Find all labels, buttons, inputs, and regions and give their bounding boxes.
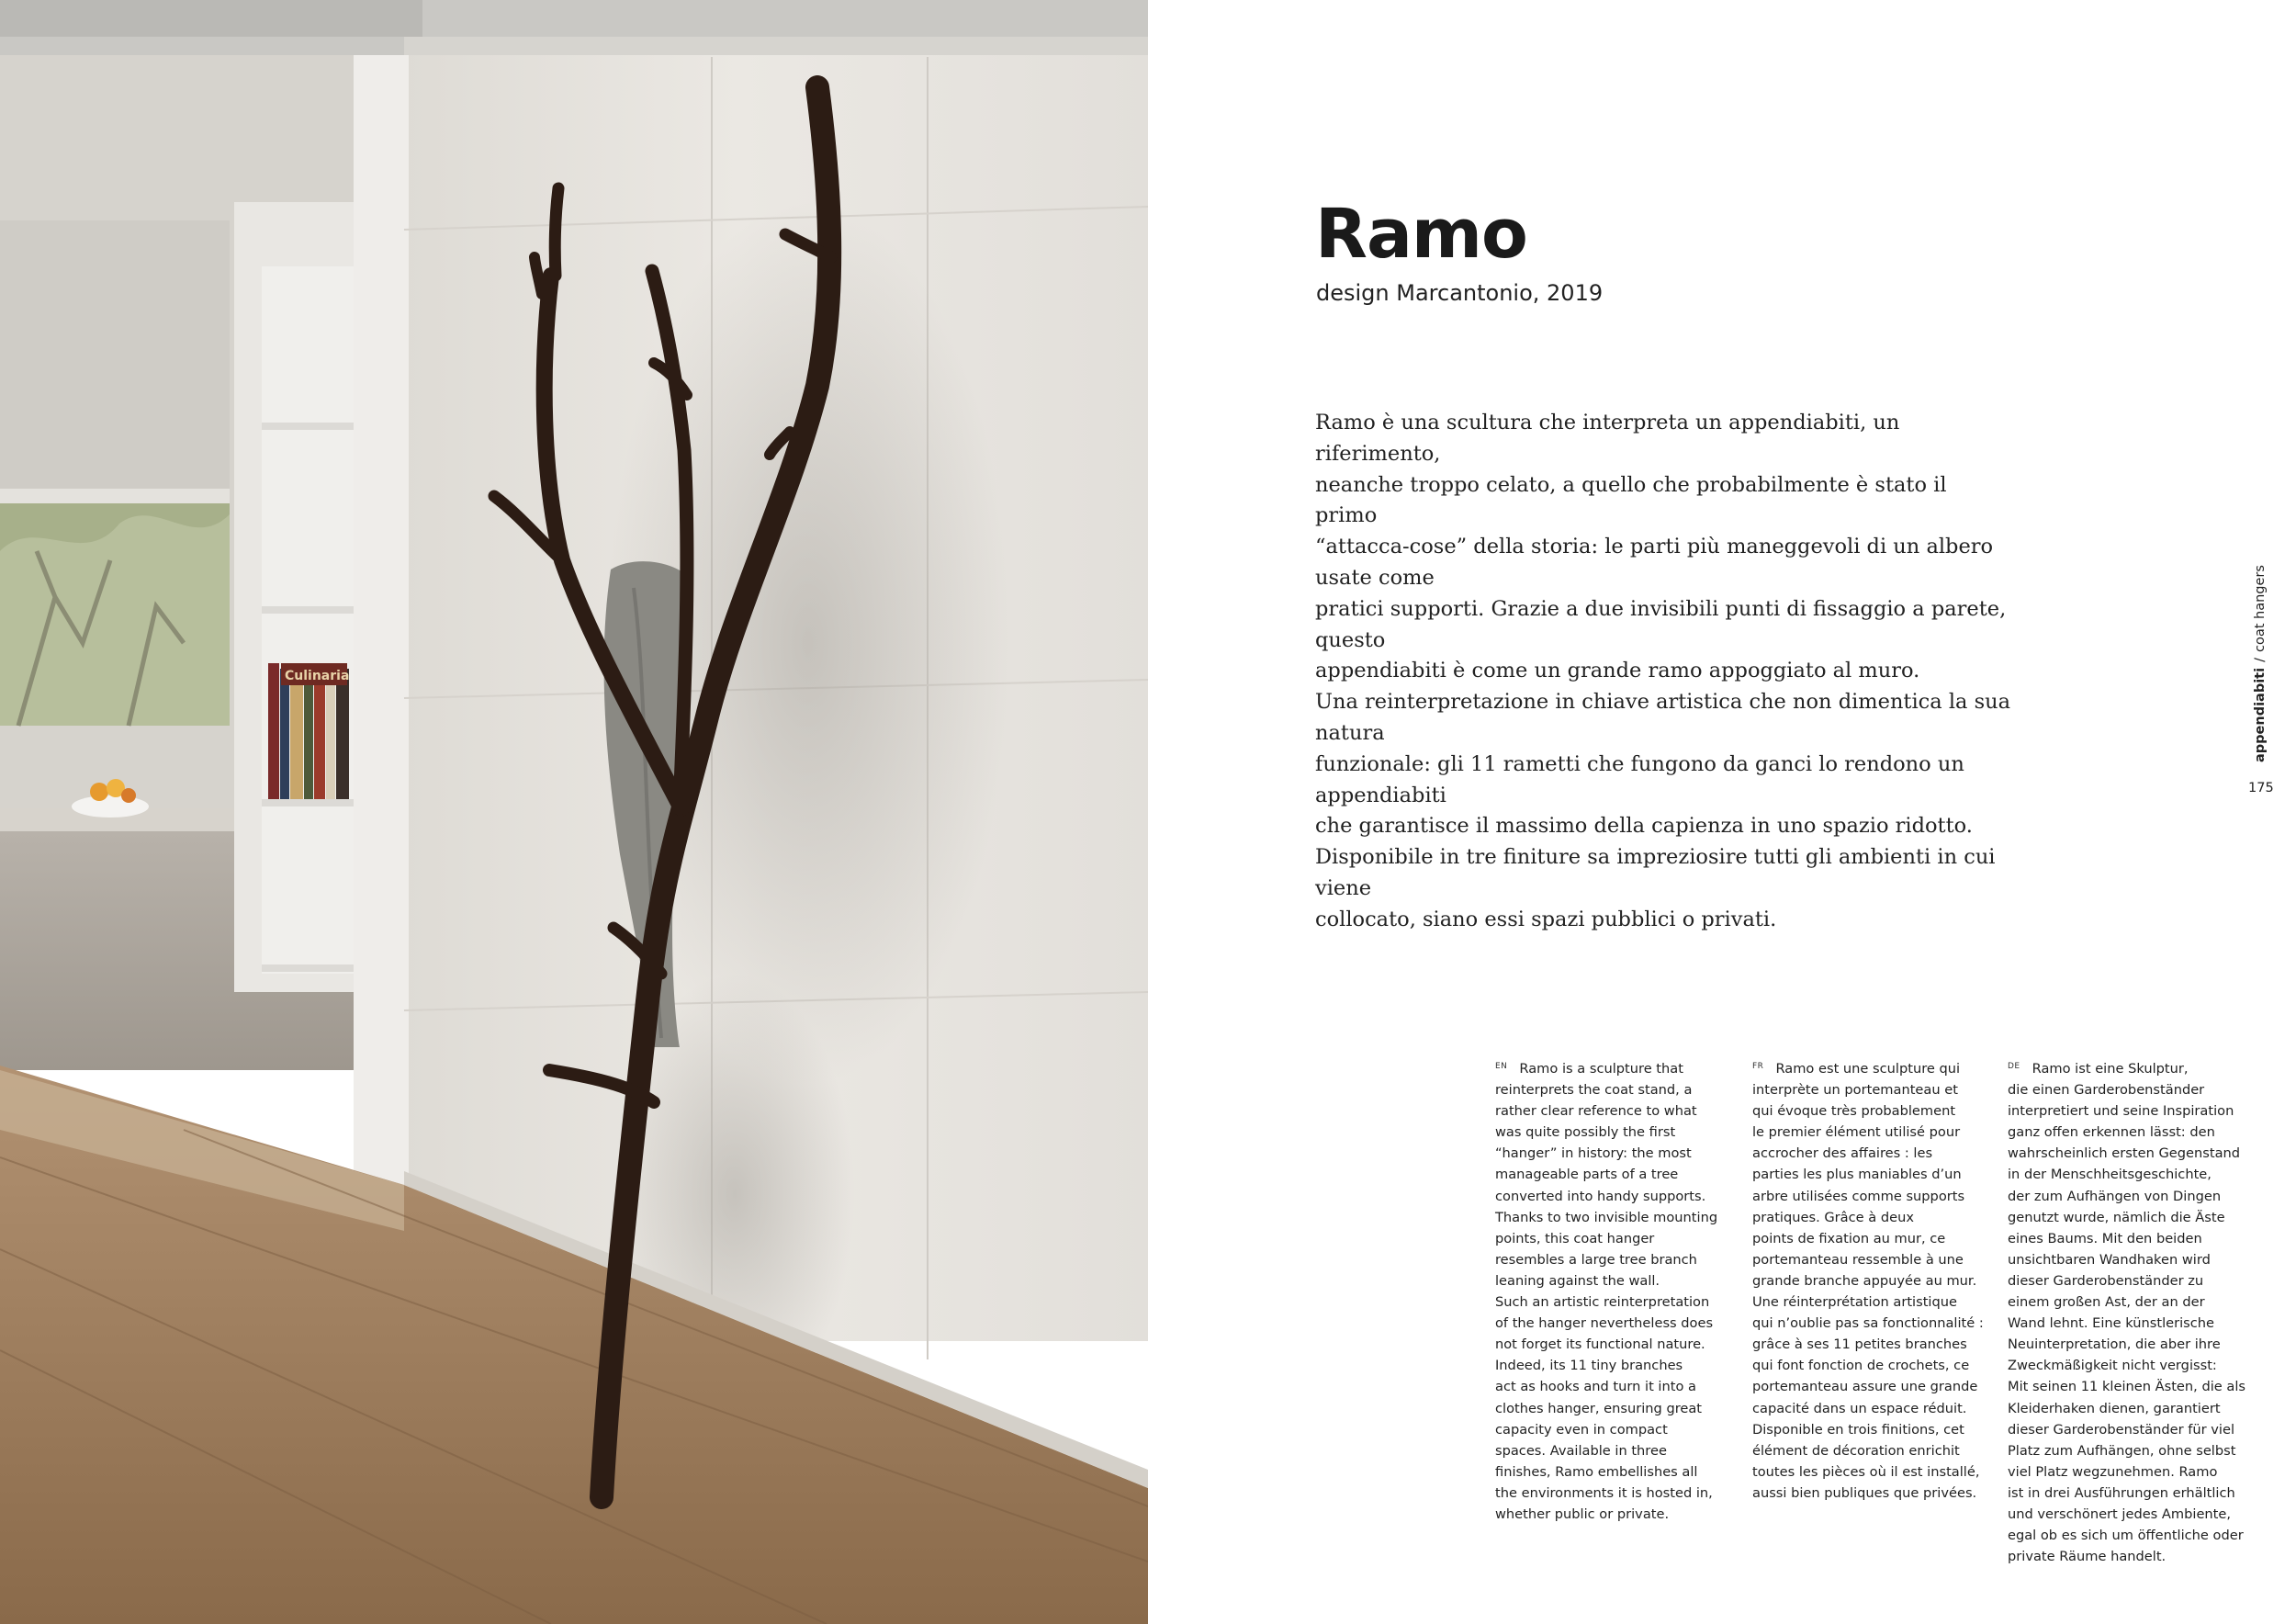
description-line: Ramo ist eine Skulptur, — [2032, 1061, 2189, 1077]
description-line: dieser Garderobenständer für viel — [2008, 1421, 2235, 1438]
description-line: was quite possibly the first — [1495, 1124, 1676, 1141]
description-line: funzionale: gli 11 rametti che fungono da ganci lo rendono un appendiabiti — [1315, 751, 1964, 807]
description-line: Wand lehnt. Eine künstlerische — [2008, 1315, 2215, 1332]
description-line: resembles a large tree branch — [1495, 1251, 1697, 1268]
section-category-en: coat hangers — [2253, 565, 2268, 653]
description-line: collocato, siano essi spazi pubblici o privati. — [1315, 907, 1777, 931]
description-line: Such an artistic reinterpretation — [1495, 1294, 1710, 1311]
description-line: Zweckmäßigkeit nicht vergisst: — [2008, 1358, 2217, 1374]
description-line: act as hooks and turn it into a — [1495, 1379, 1696, 1395]
description-line: Ramo è una scultura che interpreta un appendiabiti, un riferimento, — [1315, 411, 1900, 466]
description-line: rather clear reference to what — [1495, 1103, 1697, 1120]
description-line: clothes hanger, ensuring great — [1495, 1400, 1703, 1416]
description-french — [1752, 1056, 1991, 1504]
description-line: dieser Garderobenständer zu — [2008, 1272, 2204, 1289]
book-spine-text: Culinaria — [285, 669, 350, 683]
description-line: Platz zum Aufhängen, ohne selbst — [2008, 1442, 2236, 1459]
books-on-shelf — [268, 663, 349, 799]
description-line: capacity even in compact — [1495, 1421, 1668, 1438]
description-line: grande branche appuyée au mur. — [1752, 1272, 1977, 1289]
description-line: qui évoque très probablement — [1752, 1103, 1956, 1120]
section-separator: / — [2253, 658, 2268, 662]
description-line: pratici supporti. Grazie a due invisibili punti di fissaggio a parete, questo — [1315, 596, 2007, 652]
description-line: Ramo est une sculpture qui — [1775, 1061, 1961, 1077]
description-line: qui font fonction de crochets, ce — [1752, 1358, 1970, 1374]
description-line: che garantisce il massimo della capienza in uno spazio ridotto. — [1315, 814, 1973, 839]
description-line: élément de décoration enrichit — [1752, 1442, 1960, 1459]
description-line: viel Platz wegzunehmen. Ramo — [2008, 1463, 2218, 1480]
description-line: appendiabiti è come un grande ramo appoggiato al muro. — [1315, 659, 1920, 683]
designer-credit: design Marcantonio, 2019 — [1316, 280, 1604, 306]
description-german — [2008, 1056, 2256, 1567]
description-line: und verschönert jedes Ambiente, — [2008, 1506, 2232, 1522]
description-line: egal ob es sich um öffentliche oder — [2008, 1528, 2244, 1544]
product-title: Ramo — [1315, 195, 1527, 274]
description-line: der zum Aufhängen von Dingen — [2008, 1188, 2222, 1204]
description-line: qui n’oublie pas sa fonctionnalité : — [1752, 1315, 1984, 1332]
description-line: finishes, Ramo embellishes all — [1495, 1463, 1698, 1480]
description-line: manageable parts of a tree — [1495, 1167, 1679, 1183]
description-line: spaces. Available in three — [1495, 1442, 1667, 1459]
description-line: toutes les pièces où il est installé, — [1752, 1463, 1980, 1480]
description-line: Mit seinen 11 kleinen Ästen, die als — [2008, 1379, 2245, 1395]
description-line: Thanks to two invisible mounting — [1495, 1209, 1718, 1225]
description-english — [1495, 1056, 1734, 1525]
description-line: portemanteau assure une grande — [1752, 1379, 1978, 1395]
description-line: private Räume handelt. — [2008, 1549, 2167, 1565]
description-line: Kleiderhaken dienen, garantiert — [2008, 1400, 2221, 1416]
page-number: 175 — [2248, 781, 2274, 795]
description-line: the environments it is hosted in, — [1495, 1484, 1713, 1501]
description-line: Indeed, its 11 tiny branches — [1495, 1358, 1683, 1374]
description-line: points, this coat hanger — [1495, 1230, 1655, 1246]
description-line: not forget its functional nature. — [1495, 1336, 1705, 1353]
description-italian — [1315, 408, 2013, 936]
description-line: ist in drei Ausführungen erhältlich — [2008, 1484, 2235, 1501]
description-line: interprète un portemanteau et — [1752, 1082, 1958, 1099]
description-line: neanche troppo celato, a quello che probabilmente è stato il primo — [1315, 472, 1947, 528]
description-line: “hanger” in history: the most — [1495, 1145, 1692, 1162]
description-line: leaning against the wall. — [1495, 1272, 1660, 1289]
description-line: “attacca-cose” della storia: le parti più maneggevoli di un albero usate come — [1315, 535, 1994, 590]
description-line: einem großen Ast, der an der — [2008, 1294, 2205, 1311]
description-line: le premier élément utilisé pour — [1752, 1124, 1961, 1141]
description-line: grâce à ses 11 petites branches — [1752, 1336, 1967, 1353]
description-line: Neuinterpretation, die aber ihre — [2008, 1336, 2221, 1353]
description-line: arbre utilisées comme supports — [1752, 1188, 1965, 1204]
description-line: ganz offen erkennen lässt: den — [2008, 1124, 2215, 1141]
description-line: Ramo is a sculpture that — [1519, 1061, 1683, 1077]
language-tag-de: DE — [2008, 1062, 2020, 1071]
description-line: reinterprets the coat stand, a — [1495, 1082, 1693, 1099]
description-line: portemanteau ressemble à une — [1752, 1251, 1964, 1268]
language-tag-en: EN — [1495, 1062, 1508, 1071]
description-line: points de fixation au mur, ce — [1752, 1230, 1946, 1246]
description-line: Disponibile in tre finiture sa impreziosire tutti gli ambienti in cui viene — [1315, 845, 1996, 900]
description-line: interpretiert und seine Inspiration — [2008, 1103, 2234, 1120]
description-line: pratiques. Grâce à deux — [1752, 1209, 1914, 1225]
description-line: whether public or private. — [1495, 1506, 1670, 1522]
section-category-it: appendiabiti — [2253, 667, 2268, 762]
description-line: Une réinterprétation artistique — [1752, 1294, 1957, 1311]
section-label — [2253, 565, 2268, 762]
description-line: Una reinterpretazione in chiave artistica che non dimentica la sua natura — [1315, 690, 2011, 745]
description-line: aussi bien publiques que privées. — [1752, 1484, 1977, 1501]
description-line: capacité dans un espace réduit. — [1752, 1400, 1967, 1416]
description-line: eines Baums. Mit den beiden — [2008, 1230, 2202, 1246]
description-line: die einen Garderobenständer — [2008, 1082, 2205, 1099]
description-line: parties les plus maniables d’un — [1752, 1167, 1962, 1183]
description-line: accrocher des affaires : les — [1752, 1145, 1933, 1162]
description-line: in der Menschheitsgeschichte, — [2008, 1167, 2212, 1183]
language-tag-fr: FR — [1752, 1062, 1764, 1071]
description-line: unsichtbaren Wandhaken wird — [2008, 1251, 2211, 1268]
description-line: wahrscheinlich ersten Gegenstand — [2008, 1145, 2241, 1162]
description-line: converted into handy supports. — [1495, 1188, 1706, 1204]
description-line: genutzt wurde, nämlich die Äste — [2008, 1209, 2225, 1225]
description-line: of the hanger nevertheless does — [1495, 1315, 1714, 1332]
description-line: Disponible en trois finitions, cet — [1752, 1421, 1964, 1438]
